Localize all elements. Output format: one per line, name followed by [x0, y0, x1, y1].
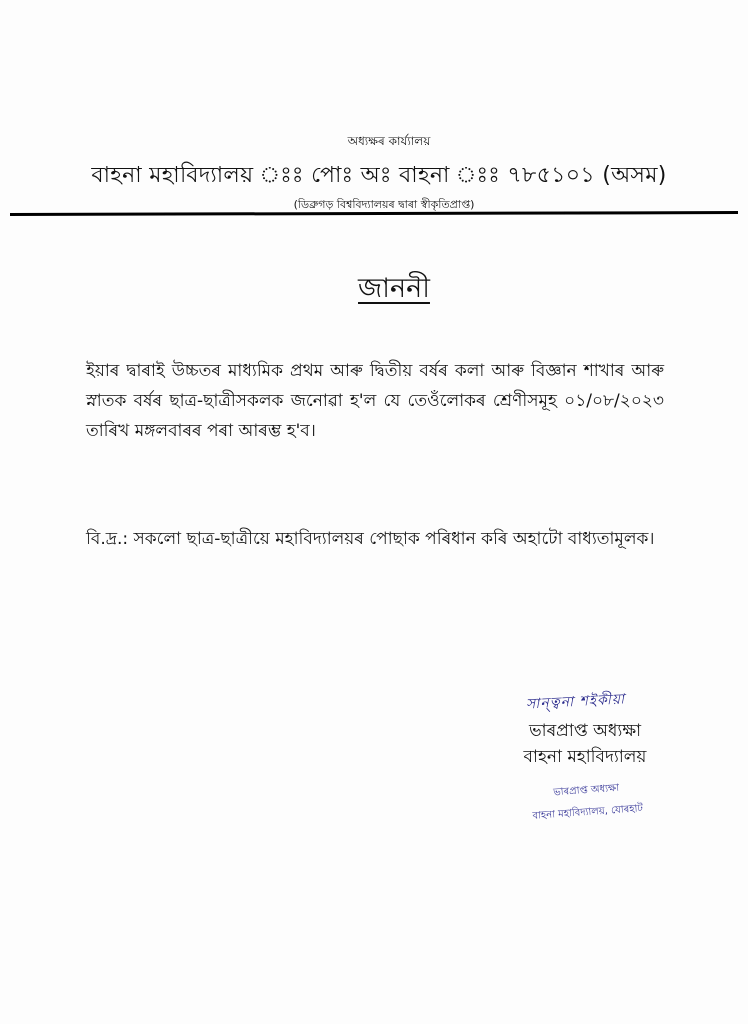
- handwritten-signature: সান্ত্বনা শইকীয়া: [525, 691, 626, 713]
- notice-note-paragraph: বি.দ্ৰ.: সকলো ছাত্ৰ-ছাত্ৰীয়ে মহাবিদ্যালয়ৰ পোছাক পৰিধান কৰি অহাটো বাধ্যতামূলক।: [86, 529, 655, 549]
- signatory-block: [510, 718, 660, 770]
- header-divider: [10, 211, 738, 216]
- signatory-designation: ভাৰপ্ৰাপ্ত অধ্যক্ষা: [528, 721, 642, 741]
- office-heading: অধ্যক্ষৰ কাৰ্য্যালয়: [347, 134, 431, 148]
- official-stamp: [511, 775, 664, 829]
- notice-title: [0, 268, 748, 313]
- stamp-institution: বাহনা মহাবিদ্যালয়, যোৰহাট: [532, 803, 644, 822]
- college-address-line: বাহনা মহাবিদ্যালয় ঃঃ পোঃ অঃ বাহনা ঃঃ ৭৮৫১০১ (অসম): [91, 163, 667, 188]
- notice-body-paragraph: ইয়াৰ দ্বাৰাই উচ্চতৰ মাধ্যমিক প্ৰথম আৰু দ্বিতীয় বৰ্ষৰ কলা আৰু বিজ্ঞান শাখাৰ আৰু স্নাতক বৰ্ষৰ ছাত্ৰ-ছাত্ৰীসকলক জনোৱা হ'ল যে তেওঁলোকৰ শ্ৰেণীসমূহ ০১/০৮/২০২৩ তাৰিখ মঙ্গলবাৰৰ পৰা আৰম্ভ হ'ব।: [86, 361, 664, 441]
- notice-title-text: জাননী: [358, 273, 430, 304]
- signatory-institution: বাহনা মহাবিদ্যালয়: [523, 747, 647, 767]
- affiliation-line: (ডিব্ৰুগড় বিশ্ববিদ্যালয়ৰ দ্বাৰা স্বীকৃতিপ্ৰাপ্ত): [293, 198, 475, 211]
- stamp-designation: ভাৰপ্ৰাপ্ত অধ্যক্ষা: [552, 782, 620, 799]
